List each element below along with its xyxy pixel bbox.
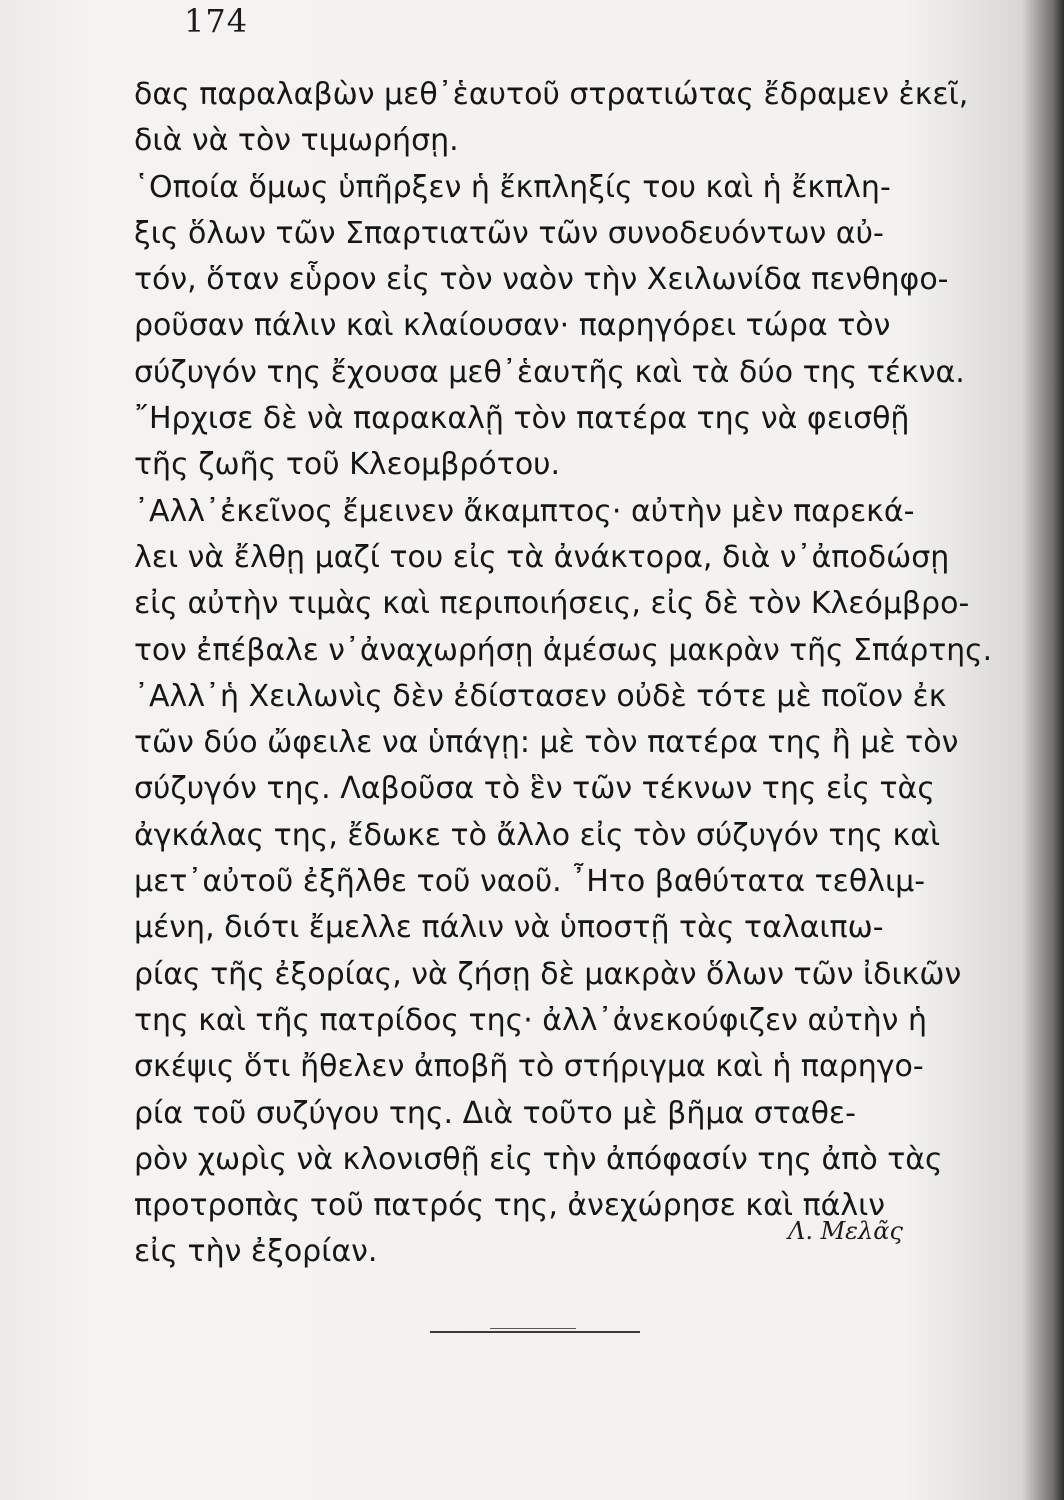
text-line: ῾Οποία ὅμως ὑπῆρξεν ἡ ἔκπληξίς του καὶ ἡ ἔκπλη-	[134, 169, 891, 205]
text-line: της καὶ τῆς πατρίδος της· ἀλλ᾽ἀνεκούφιζεν αὐτὴν ἡ	[134, 1002, 927, 1038]
text-line: ᾽Αλλ᾽ἡ Χειλωνὶς δὲν ἐδίστασεν οὐδὲ τότε μὲ ποῖον ἐκ	[134, 678, 947, 714]
text-line: ρία τοῦ συζύγου της. Διὰ τοῦτο μὲ βῆμα σταθε-	[134, 1095, 856, 1131]
text-line: ξις ὅλων τῶν Σπαρτιατῶν τῶν συνοδευόντων αὐ-	[134, 215, 884, 251]
text-line: λει νὰ ἔλθῃ μαζί του εἰς τὰ ἀνάκτορα, διὰ ν᾽ἀποδώσῃ	[134, 539, 950, 575]
page-number: 174	[184, 2, 249, 40]
article-body	[134, 72, 992, 1276]
ornament-rule-upper	[490, 1328, 576, 1329]
text-line: ρὸν χωρὶς νὰ κλονισθῇ εἰς τὴν ἀπόφασίν της ἀπὸ τὰς	[134, 1141, 943, 1177]
text-line: εἰς τὴν ἐξορίαν.	[134, 1234, 378, 1270]
text-line: τῆς ζωῆς τοῦ Κλεομβρότου.	[134, 447, 561, 483]
text-line: διὰ νὰ τὸν τιμωρήσῃ.	[134, 123, 459, 159]
text-line: ἀγκάλας της, ἔδωκε τὸ ἄλλο εἰς τὸν σύζυγόν της καὶ	[134, 817, 941, 853]
text-line: μετ᾽αὐτοῦ ἐξῆλθε τοῦ ναοῦ. ῏Ητο βαθύτατα τεθλιμ-	[134, 864, 926, 900]
section-end-rule	[430, 1331, 640, 1333]
text-line: σκέψις ὅτι ἤθελεν ἀποβῆ τὸ στήριγμα καὶ ἡ παρηγο-	[134, 1049, 924, 1085]
text-line: δας παραλαβὼν μεθ᾽ἑαυτοῦ στρατιώτας ἔδραμεν ἐκεῖ,	[134, 77, 969, 112]
text-line: ρίας τῆς ἐξορίας, νὰ ζήσῃ δὲ μακρὰν ὅλων τῶν ἰδικῶν	[134, 956, 962, 992]
text-line: σύζυγόν της. Λαβοῦσα τὸ ἓν τῶν τέκνων της εἰς τὰς	[134, 771, 935, 807]
text-line: ῎Ηρχισε δὲ νὰ παρακαλῇ τὸν πατέρα της νὰ φεισθῇ	[134, 401, 910, 437]
text-line: τόν, ὅταν εὗρον εἰς τὸν ναὸν τὴν Χειλωνίδα πενθηφο-	[134, 262, 949, 298]
text-line: τον ἐπέβαλε ν᾽ἀναχωρήσῃ ἀμέσως μακρὰν τῆς Σπάρτης.	[134, 632, 993, 668]
text-line: ᾽Αλλ᾽ἐκεῖνος ἔμεινεν ἄκαμπτος· αὐτὴν μὲν παρεκά-	[134, 493, 915, 529]
text-line: προτροπὰς τοῦ πατρός της, ἀνεχώρησε καὶ πάλιν	[134, 1188, 886, 1224]
text-line: μένη, διότι ἔμελλε πάλιν νὰ ὑποστῇ τὰς ταλαιπω-	[134, 910, 884, 946]
text-line: τῶν δύο ὤφειλε να ὑπάγῃ: μὲ τὸν πατέρα της ἢ μὲ τὸν	[134, 725, 959, 761]
text-line: ροῦσαν πάλιν καὶ κλαίουσαν· παρηγόρει τώρα τὸν	[134, 308, 891, 344]
text-line: εἰς αὐτὴν τιμὰς καὶ περιποιήσεις, εἰς δὲ τὸν Κλεόμβρο-	[134, 586, 970, 622]
text-line: σύζυγόν της ἔχουσα μεθ᾽ἑαυτῆς καὶ τὰ δύο της τέκνα.	[134, 354, 965, 390]
author-signature: Λ. Μελᾶς	[788, 1217, 903, 1245]
